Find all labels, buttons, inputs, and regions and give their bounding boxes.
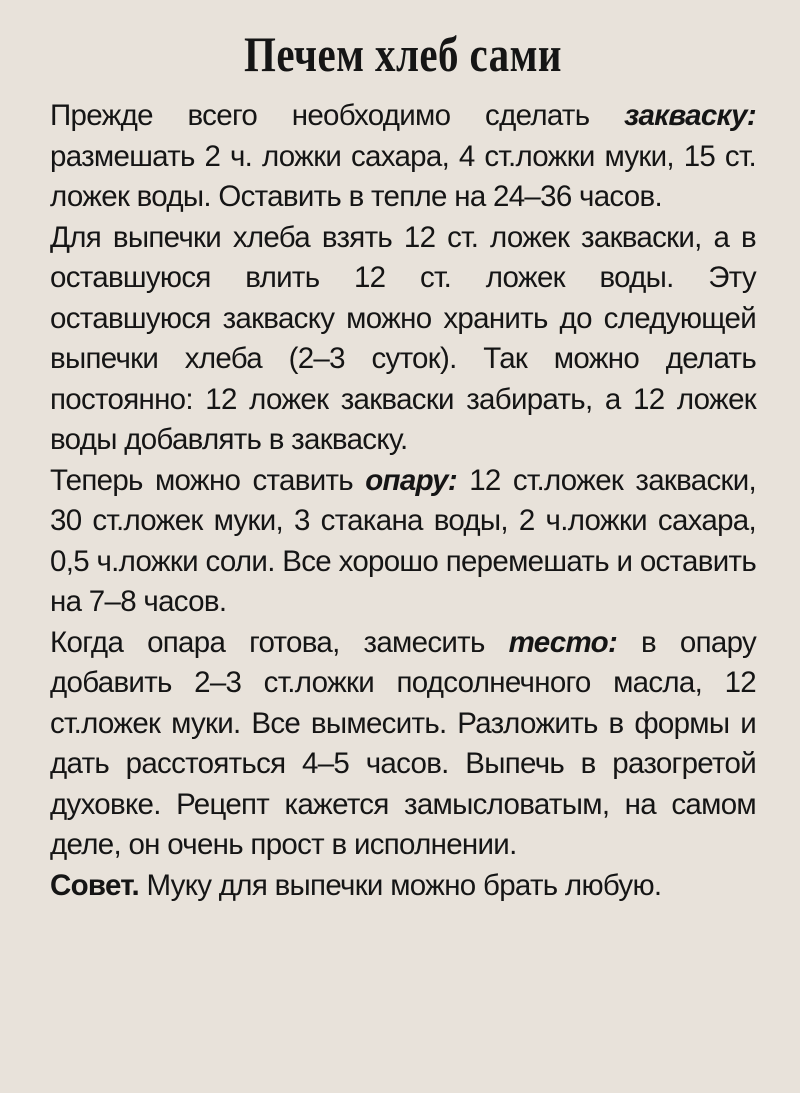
article-body — [50, 96, 756, 906]
starter-intro: Прежде всего необходимо сделать — [50, 99, 625, 132]
dough-intro: Когда опара готова, замесить — [50, 625, 509, 659]
sponge-instructions: 12 ст.ложек закваски, 30 ст.ложек муки, 3 стакана воды, 2 ч.ложки сахара, 0,5 ч.ложки соли. Все хорошо перемешать и оставить на 7–8 часов. — [50, 463, 756, 618]
dough-instructions: в опару добавить 2–3 ст.ложки подсолнечного масла, 12 ст.ложек муки. Все вымесить. Разложить в формы и дать расстояться 4–5 часов. Выпечь в разогретой духовке. Рецепт кажется замысловатым, на самом деле, он очень прост в исполнении. — [50, 625, 757, 861]
term-starter: закваску: — [624, 99, 756, 132]
page-title: Печем хлеб сами — [244, 26, 562, 82]
paragraph-baking — [50, 218, 756, 461]
term-sponge: опару: — [365, 463, 457, 497]
baking-instructions: Для выпечки хлеба взять 12 ст. ложек закваски, а в оставшуюся влить 12 ст. ложек воды. Эту оставшуюся закваску можно хранить до следующей выпечки хлеба (2–3 суток). Так можно делать постоянно: 12 ложек закваски забирать, а 12 ложек воды добавлять в закваску. — [50, 220, 756, 456]
paragraph-sponge — [50, 461, 756, 623]
sponge-intro: Теперь можно ставить — [50, 463, 366, 497]
term-dough: тесто: — [508, 625, 618, 659]
tip-label: Совет. — [50, 868, 139, 902]
paragraph-starter — [50, 96, 756, 218]
starter-instructions: размешать 2 ч. ложки сахара, 4 ст.ложки муки, 15 ст. ложек воды. Оставить в тепле на 24–36 часов. — [50, 139, 756, 213]
tip-text: Муку для выпечки можно брать любую. — [138, 868, 662, 902]
paragraph-dough — [50, 623, 756, 866]
paragraph-tip — [50, 866, 756, 907]
